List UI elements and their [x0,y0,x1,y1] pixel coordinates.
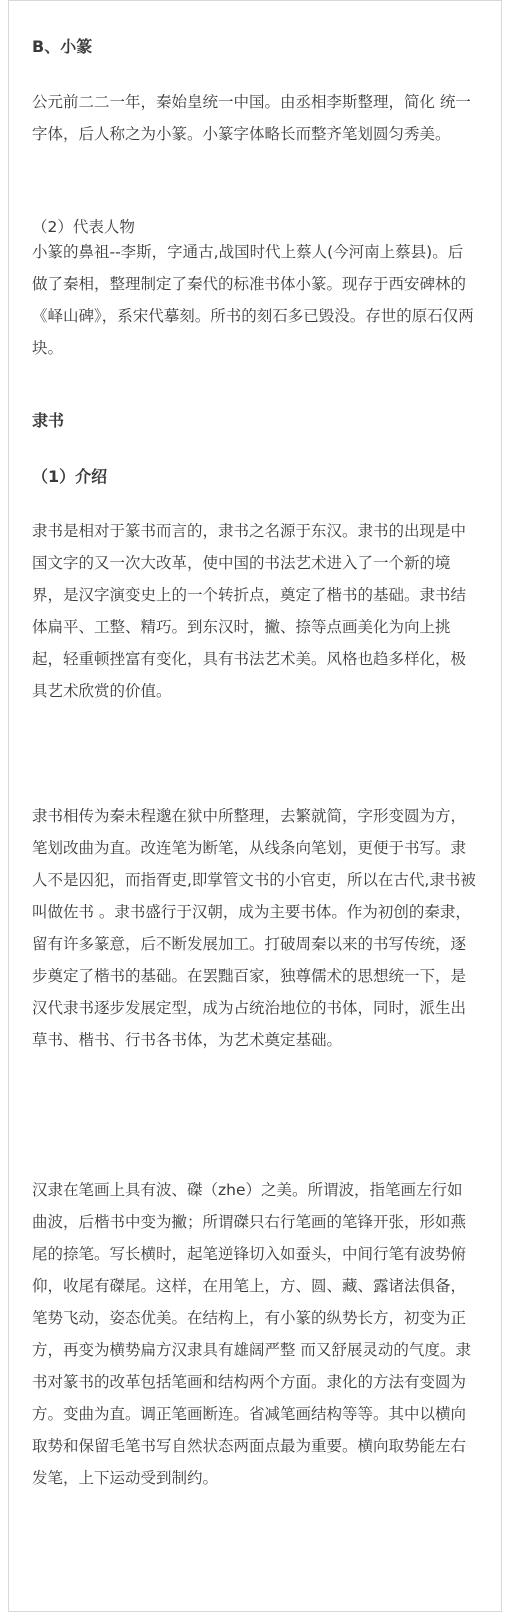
lishu-intro-label: （1）介绍 [32,467,108,486]
representative-figures-label: （2）代表人物 [32,218,135,236]
lishu-paragraph-2: 隶书相传为秦未程邈在狱中所整理，去繁就简，字形变圆为方，笔划改曲为直。改连笔为断笔，从线条向笔划，更便于书写。隶人不是囚犯，而指胥吏,即掌管文书的小官吏，所以在古代,隶书被叫做佐书 。隶书盛行于汉朝，成为主要书体。作为初创的秦隶，留有许多篆意，后不断发展加工。打破周秦以来的书写传统，逐步奠定了楷书的基础。在罢黜百家，独尊儒术的思想统一下，是汉代隶书逐步发展定型，成为占统治地位的书体，同时，派生出草书、楷书、行书各书体，为艺术奠定基础。 [32,807,476,1049]
representative-figures-paragraph: 小篆的鼻祖--李斯，字通古,战国时代上蔡人(今河南上蔡县)。后做了秦相，整理制定了秦代的标准书体小篆。现存于西安碑林的《峄山碑》，系宋代摹刻。所书的刻石多已毁没。存世的原石仅两块。 [32,243,474,357]
xiaozhuan-intro-paragraph: 公元前二二一年，秦始皇统一中国。由丞相李斯整理，简化 统一字体，后人称之为小篆。小篆字体略长而整齐笔划圆匀秀美。 [32,93,471,143]
section-heading-xiaozhuan: B、小篆 [32,37,93,56]
section-heading-lishu: 隶书 [32,411,65,430]
lishu-paragraph-3: 汉隶在笔画上具有波、磔（zhe）之美。所谓波，指笔画左行如曲波，后楷书中变为撇；所谓磔只右行笔画的笔锋开张，形如燕尾的捺笔。写长横时，起笔逆锋切入如蚕头，中间行笔有波势俯仰，收尾有磔尾。这样，在用笔上，方、圆、藏、露诸法俱备，笔势飞动，姿态优美。在结构上，有小篆的纵势长方，初变为正方，再变为横势扁方汉隶具有雄阔严整 而又舒展灵动的气度。隶书对篆书的改革包括笔画和结构两个方面。隶化的方法有变圆为方。变曲为直。调正笔画断连。省减笔画结构等等。其中以横向取势和保留毛笔书写自然状态两面点最为重要。横向取势能左右发笔，上下运动受到制约。 [32,1181,471,1487]
lishu-paragraph-1: 隶书是相对于篆书而言的，隶书之名源于东汉。隶书的出现是中国文字的又一次大改革，使中国的书法艺术进入了一个新的境界，是汉字演变史上的一个转折点，奠定了楷书的基础。隶书结体扁平、工整、精巧。到东汉时，撇、捺等点画美化为向上挑起，轻重顿挫富有变化，具有书法艺术美。风格也趋多样化，极具艺术欣赏的价值。 [32,522,467,700]
